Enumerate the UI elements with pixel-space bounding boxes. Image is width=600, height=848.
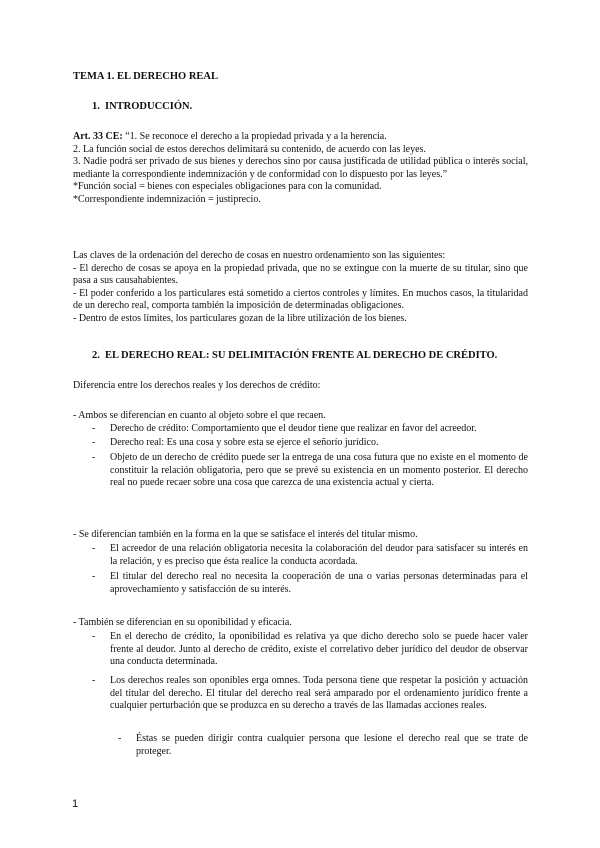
- list-item-text: El acreedor de una relación obligatoria necesita la colaboración del deudor para satisfacer su interés en la relación, y es preciso que ésta realice la conducta acordada.: [110, 543, 528, 567]
- list-item-text: Objeto de un derecho de crédito puede ser la entrega de una cosa futura que no existe en el momento de constituir la relación obligatoria, pero que se prevé su existencia en un momento posterior. El derecho real no puede recaer sobre una cosa que carezca de una existencia actual y cierta.: [110, 452, 528, 489]
- section-2-number: 2.: [92, 350, 100, 361]
- clave-item: - Dentro de estos límites, los particulares gozan de la libre utilización de los bienes.: [73, 312, 407, 324]
- bullet-dash: -: [92, 631, 96, 642]
- group-2-lead: - Se diferencian también en la forma en la que se satisface el interés del titular mismo.: [73, 529, 418, 540]
- bullet-dash: -: [92, 437, 96, 448]
- article-line-1: [73, 131, 528, 144]
- bullet-dash: -: [92, 571, 96, 582]
- page-number: 1: [72, 798, 79, 810]
- section-1-number: 1.: [92, 101, 100, 112]
- group-3-lead: - También se diferencian en su oponibilidad y eficacia.: [73, 617, 292, 628]
- bullet-dash: -: [92, 452, 96, 463]
- note-indemnizacion: *Correspondiente indemnización = justiprecio.: [73, 193, 261, 205]
- article-line-2: 2. La función social de estos derechos delimitará su contenido, de acuerdo con las leyes.: [73, 143, 426, 155]
- bullet-dash: -: [92, 543, 96, 554]
- list-item-text: Derecho real: Es una cosa y sobre esta se ejerce el señorío jurídico.: [110, 437, 379, 448]
- clave-item: - El poder conferido a los particulares está sometido a ciertos controles y límites. En muchos casos, la titularidad de un derecho real, comporta también la imposición de determinadas obligaciones.: [73, 287, 528, 312]
- section-1-title: INTRODUCCIÓN.: [105, 101, 193, 112]
- article-33-block: [73, 131, 528, 207]
- bullet-dash: -: [92, 423, 96, 434]
- document-title: TEMA 1. EL DERECHO REAL: [73, 71, 218, 82]
- list-item-text: Derecho de crédito: Comportamiento que el deudor tiene que realizar en favor del acreedor.: [110, 423, 477, 434]
- list-item-text: En el derecho de crédito, la oponibilidad es relativa ya que dicho derecho solo se puede hacer valer frente al deudor. Junto al derecho de crédito, existe el correlativo deber jurídico del deudor de observar una conducta determinada.: [110, 631, 528, 668]
- clave-item: - El derecho de cosas se apoya en la propiedad privada, que no se extingue con la muerte de su titular, sino que pasa a sus causahabientes.: [73, 262, 528, 287]
- section-2-intro: Diferencia entre los derechos reales y los derechos de crédito:: [73, 380, 321, 391]
- bullet-dash: -: [118, 733, 122, 744]
- sub-list-item-text: Éstas se pueden dirigir contra cualquier persona que lesione el derecho real que se trate de proteger.: [136, 733, 528, 757]
- bullet-dash: -: [92, 675, 96, 686]
- note-funcion-social: *Función social = bienes con especiales obligaciones para con la comunidad.: [73, 181, 382, 193]
- section-2-title: EL DERECHO REAL: SU DELIMITACIÓN FRENTE AL DERECHO DE CRÉDITO.: [105, 350, 498, 361]
- group-1-lead: - Ambos se diferencian en cuanto al objeto sobre el que recaen.: [73, 410, 326, 421]
- claves-intro: Las claves de la ordenación del derecho de cosas en nuestro ordenamiento son las siguientes:: [73, 250, 446, 261]
- list-item-text: El titular del derecho real no necesita la cooperación de una o varias personas determinadas para el aprovechamiento y satisfacción de su interés.: [110, 571, 528, 595]
- article-label: Art. 33 CE:: [73, 131, 123, 142]
- article-line-3: 3. Nadie podrá ser privado de sus bienes y derechos sino por causa justificada de utilidad pública o interés social, mediante la correspondiente indemnización y de conformidad con lo dispuesto por las leyes.”: [73, 156, 528, 180]
- list-item-text: Los derechos reales son oponibles erga omnes. Toda persona tiene que respetar la posición y actuación del titular del derecho. El titular del derecho real será amparado por el ordenamiento jurídico frente a cualquier perturbación que se produzca en su derecho a través de las llamadas acciones reales.: [110, 675, 528, 712]
- claves-block: [73, 250, 528, 326]
- article-line-1-text: “1. Se reconoce el derecho a la propiedad privada y a la herencia.: [122, 131, 387, 142]
